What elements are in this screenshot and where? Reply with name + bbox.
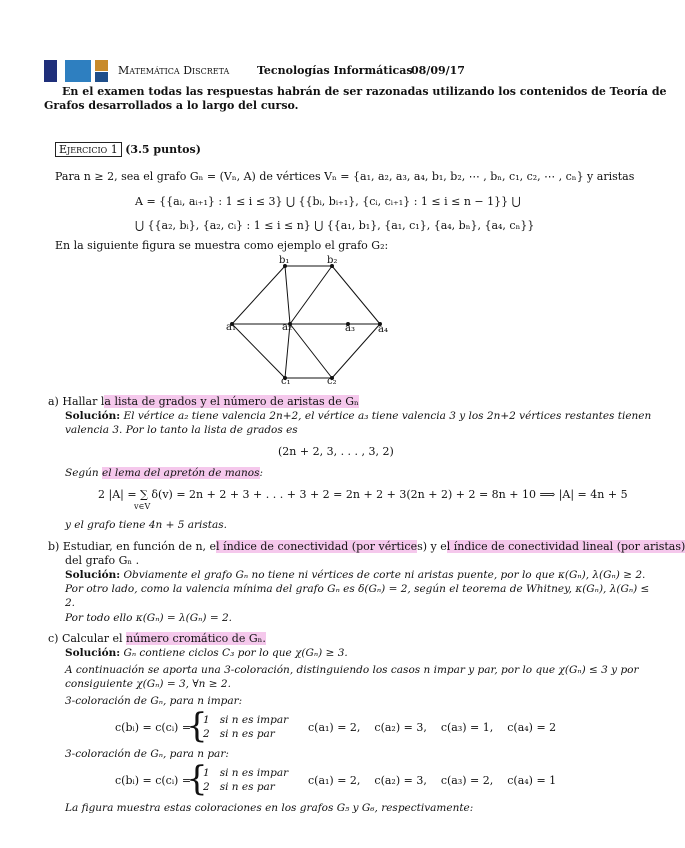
sum-subscript: v∈V xyxy=(134,502,151,511)
even-case-1: 1 si n es impar xyxy=(203,767,289,779)
part-c-sol-line-3: consiguiente χ(Gₙ) = 3, ∀n ≥ 2. xyxy=(65,678,231,690)
part-a-solution-label: Solución: xyxy=(65,410,121,422)
part-b-question xyxy=(48,539,685,554)
edge-a4-c2 xyxy=(332,324,380,378)
label-c2: c₂ xyxy=(327,376,337,387)
even-value-a3: c(a₃) = 2, xyxy=(440,774,494,787)
edge-a2-c2 xyxy=(290,324,332,378)
part-b-sol-line-4: Por todo ello κ(Gₙ) = λ(Gₙ) = 2. xyxy=(65,612,233,624)
part-b-q-highlight-2: l índice de conectividad lineal (por aristas) xyxy=(446,540,685,553)
exercise-heading xyxy=(55,142,201,157)
part-a-marker: a) xyxy=(48,395,59,408)
even-case-lhs: c(bᵢ) = c(cᵢ) = xyxy=(115,774,192,787)
label-a3: a₃ xyxy=(345,323,355,334)
university-logo xyxy=(44,60,108,82)
part-c-solution-label: Solución: xyxy=(65,647,121,659)
label-b1: b₁ xyxy=(279,255,290,266)
even-values xyxy=(308,773,556,788)
part-a-question-pre: Hallar l xyxy=(62,395,105,408)
part-b-sol-line-1: Obviamente el grafo Gₙ no tiene ni vértices de corte ni aristas puente, por lo que κ(Gₙ), λ(Gₙ) ≥ 2. xyxy=(123,569,646,581)
odd-brace: { xyxy=(186,706,208,746)
logo-block-navy xyxy=(95,72,108,82)
edge-c1-a1 xyxy=(232,324,285,378)
course-name: Matemática Discreta xyxy=(118,64,230,77)
logo-block-blue xyxy=(65,60,91,82)
part-a-solution xyxy=(65,409,652,437)
handshake-post: : xyxy=(259,467,264,479)
odd-value-a3: c(a₃) = 1, xyxy=(440,721,494,734)
part-c-q-highlight: número cromático de Gₙ. xyxy=(126,632,266,645)
part-b-q-pre: Estudiar, en función de n, e xyxy=(62,540,217,553)
part-a-question xyxy=(48,394,359,409)
handshake-line xyxy=(65,466,263,480)
edge-a1-b1 xyxy=(232,266,285,324)
intro-line-2: Grafos desarrollados a lo largo del curso. xyxy=(44,99,299,112)
part-b-q-highlight-1: l índice de conectividad (por vértice xyxy=(216,540,418,553)
label-c1: c₁ xyxy=(281,376,291,387)
part-c-question xyxy=(48,631,266,646)
odd-case-1: 1 si n es impar xyxy=(203,714,289,726)
exercise-statement: Para n ≥ 2, sea el grafo Gₙ = (Vₙ, A) de vértices Vₙ = {a₁, a₂, a₃, a₄, b₁, b₂, ⋯ , bₙ, c₁, c₂, ⋯ , cₙ} y aristas xyxy=(55,170,635,183)
handshake-equation: 2 |A| = ∑ δ(v) = 2n + 2 + 3 + . . . + 3 + 2 = 2n + 2 + 3(2n + 2) + 2 = 8n + 10 ⟹ |A| = 4n + 5 xyxy=(98,488,628,501)
part-b-q-mid: s) y e xyxy=(417,540,447,553)
part-b-solution xyxy=(65,568,649,610)
edge-b2-a4 xyxy=(332,266,380,324)
logo-block-dark xyxy=(44,60,57,82)
edges-line-1: A = {{aᵢ, aᵢ₊₁} : 1 ≤ i ≤ 3} ⋃ {{bᵢ, bᵢ₊₁}, {cᵢ, cᵢ₊₁} : 1 ≤ i ≤ n − 1}} ⋃ xyxy=(135,195,521,208)
part-b-sol-line-2: Por otro lado, como la valencia mínima del grafo Gₙ es δ(Gₙ) = 2, según el teorema de Whitney, κ(Gₙ), λ(Gₙ) ≤ xyxy=(65,583,650,595)
odd-case-2: 2 si n es par xyxy=(203,728,275,740)
part-c-marker: c) xyxy=(48,632,59,645)
label-b2: b₂ xyxy=(327,255,338,266)
label-a2: a₂ xyxy=(282,322,292,333)
final-note: La figura muestra estas coloraciones en los grafos G₅ y G₆, respectivamente: xyxy=(65,802,474,814)
graph-figure xyxy=(220,252,400,387)
part-c-sol-line-2: A continuación se aporta una 3-coloración, distinguiendo los casos n impar y par, por lo que χ(Gₙ) ≤ 3 y por xyxy=(65,664,639,676)
figure-caption: En la siguiente figura se muestra como ejemplo el grafo G₂: xyxy=(55,239,389,252)
edges-line-2: ⋃ {{a₂, bᵢ}, {a₂, cᵢ} : 1 ≤ i ≤ n} ⋃ {{a₁, b₁}, {a₁, c₁}, {a₄, bₙ}, {a₄, cₙ}} xyxy=(135,219,535,232)
part-c-q-pre: Calcular el xyxy=(61,632,127,645)
exercise-points: (3.5 puntos) xyxy=(125,143,201,156)
even-case-2: 2 si n es par xyxy=(203,781,275,793)
intro-line-1: En el examen todas las respuestas habrán de ser razonadas utilizando los contenidos de Teoría de xyxy=(62,85,667,98)
odd-value-a1: c(a₁) = 2, xyxy=(308,721,361,734)
exam-date: 08/09/17 xyxy=(411,64,465,77)
odd-values xyxy=(308,720,556,735)
part-b-sol-line-3: 2. xyxy=(65,597,76,609)
even-brace: { xyxy=(186,759,208,799)
part-c-sol-line-1: Gₙ contiene ciclos C₃ por lo que χ(Gₙ) ≥ 3. xyxy=(123,647,348,659)
even-value-a4: c(a₄) = 1 xyxy=(507,774,557,787)
logo-block-gold xyxy=(95,60,108,71)
even-value-a1: c(a₁) = 2, xyxy=(308,774,361,787)
part-a-sol-line-1: El vértice a₂ tiene valencia 2n+2, el vértice a₃ tiene valencia 3 y los 2n+2 vértices restantes tienen xyxy=(123,410,652,422)
even-value-a2: c(a₂) = 3, xyxy=(374,774,427,787)
odd-case-lhs: c(bᵢ) = c(cᵢ) = xyxy=(115,721,192,734)
part-a-sol-line-2: valencia 3. Por lo tanto la lista de grados es xyxy=(65,424,298,436)
label-a1: a₁ xyxy=(226,322,236,333)
handshake-highlight: el lema del apretón de manos xyxy=(102,467,260,479)
edge-a2-b2 xyxy=(290,266,332,324)
part-c-solution xyxy=(65,646,348,660)
label-a4: a₄ xyxy=(378,324,388,335)
part-b-marker: b) xyxy=(48,540,60,553)
even-coloring-title: 3-coloración de Gₙ, para n par: xyxy=(65,748,229,760)
odd-value-a2: c(a₂) = 3, xyxy=(374,721,427,734)
degree-list: (2n + 2, 3, . . . , 3, 2) xyxy=(278,445,394,458)
degree-name: Tecnologías Informáticas xyxy=(257,64,413,77)
odd-coloring-title: 3-coloración de Gₙ, para n impar: xyxy=(65,695,243,707)
part-b-solution-label: Solución: xyxy=(65,569,121,581)
part-b-q-line-2: del grafo Gₙ . xyxy=(65,554,140,567)
exercise-label: Ejercicio 1 xyxy=(55,142,122,157)
handshake-pre: Según xyxy=(65,467,102,479)
part-a-question-highlight: a lista de grados y el número de aristas de Gₙ xyxy=(104,395,359,408)
edge-a2-b1 xyxy=(285,266,290,324)
part-a-conclusion: y el grafo tiene 4n + 5 aristas. xyxy=(65,519,227,531)
odd-value-a4: c(a₄) = 2 xyxy=(507,721,557,734)
